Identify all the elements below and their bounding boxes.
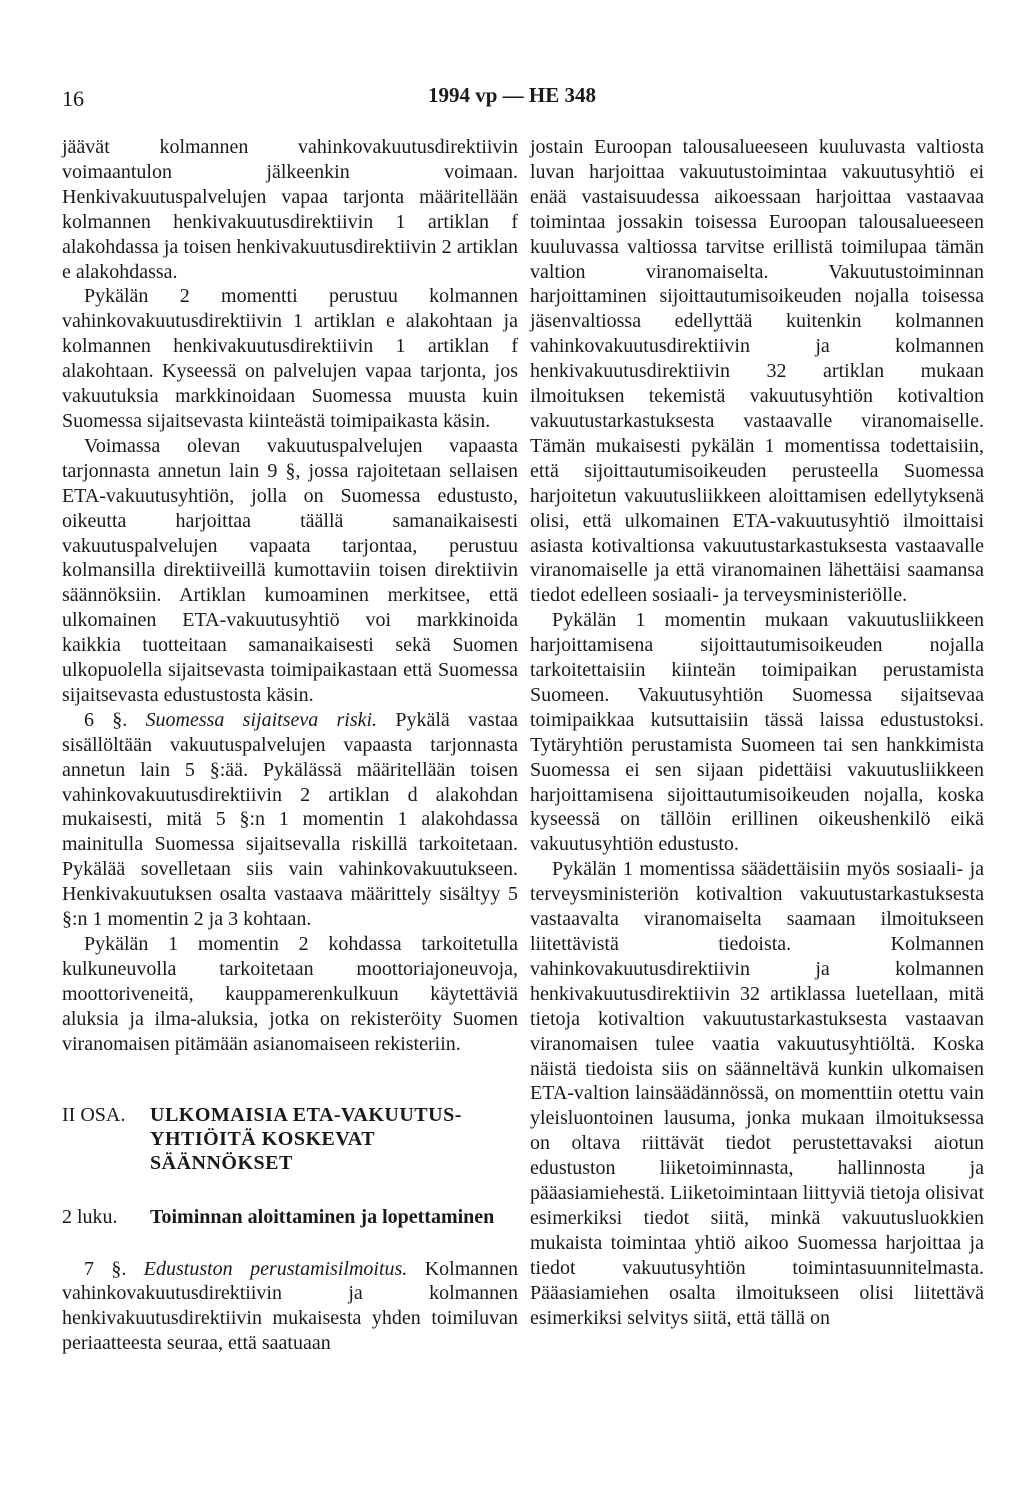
- paragraph: Pykälän 2 momentti perustuu kolmannen vahinkovakuutusdirektiivin 1 artiklan e alakohtaan ja kolmannen henkivakuutusdirektiivin 1 artiklan f alakohtaan. Kyseessä on palvelujen vapaa tarjonta, jos vakuutuksia markkinoidaan Suomessa muusta kuin Suomessa sijaitsevasta kiinteästä toimipaikasta käsin.: [62, 285, 518, 432]
- chapter-heading: [62, 1205, 518, 1229]
- part-title-line: ULKOMAISIA ETA-VAKUUTUS-: [150, 1103, 462, 1126]
- part-title: [150, 1103, 462, 1175]
- part-label: II OSA.: [62, 1103, 126, 1126]
- section-paragraph: [62, 1257, 518, 1357]
- paragraph: Pykälän 1 momentin mukaan vakuutusliikkeen harjoittamisena sijoittautumisoikeuden nojalla tarkoitettaisiin kiinteän toimipaikan perustamista Suomeen. Vakuutusyhtiön Suomessa sijaitsevaa toimipaikkaa kutsuttaisiin tässä laissa edustustoksi. Tytäryhtiön perustamista Suomeen tai sen hankkimista Suomessa ei sen sijaan pidettäisi vakuutusliikkeen harjoittamisena sijoittautumisoikeuden nojalla, koska kyseessä on tällöin erillinen oikeushenkilö eikä vakuutusyhtiön edustusto.: [530, 609, 984, 856]
- section-text: Kolmannen vahinkovakuutusdirektiivin ja kolmannen henkivakuutusdirektiivin mukaisesta yhden toimiluvan periaatteesta seuraa, että saatuaan: [62, 1257, 519, 1355]
- part-title-line: SÄÄNNÖKSET: [150, 1151, 293, 1174]
- right-column: [530, 135, 984, 1331]
- paragraph: Voimassa olevan vakuutuspalvelujen vapaasta tarjonnasta annetun lain 9 §, jossa rajoitetaan sellaisen ETA-vakuutusyhtiön, jolla on Suomessa edustusto, oikeutta harjoittaa täällä samanaikaisesti vakuutuspalvelujen vapaata tarjontaa, perustuu kolmansilla direktiiveillä kumottaviin toisen direktiivin säännöksiin. Artiklan kumoaminen merkitsee, että ulkomainen ETA-vakuutusyhtiö voi markkinoida kaikkia tuotteitaan samanaikaisesti sekä Suomen ulkopuolella sijaitsevasta toimipaikastaan että Suomessa sijaitsevasta edustustosta käsin.: [62, 434, 518, 706]
- part-title-line: YHTIÖITÄ KOSKEVAT: [150, 1127, 376, 1150]
- paragraph: jäävät kolmannen vahinkovakuutusdirektiivin voimaantulon jälkeenkin voimaan. Henkivakuutuspalvelujen vapaa tarjonta määritellään kolmannen henkivakuutusdirektiivin 1 artiklan f alakohdassa ja toisen henkivakuutusdirektiivin 2 artiklan e alakohdassa.: [62, 136, 518, 283]
- chapter-title: Toiminnan aloittaminen ja lopettaminen: [150, 1205, 495, 1228]
- page-number: 16: [62, 86, 84, 111]
- paragraph: Pykälän 1 momentissa säädettäisiin myös sosiaali- ja terveysministeriön kotivaltion vakuutustarkastuksesta vastaavalta viranomaiselta saamaan ilmoitukseen liitettävistä tiedoista. Kolmannen vahinkovakuutusdirektiivin ja kolmannen henkivakuutusdirektiivin 32 artiklassa luetellaan, mitä tietoja kotivaltion vakuutustarkastuksesta vastaavan viranomaisen tulee vaatia vakuutusyhtiöltä. Koska näistä tiedoista siis on säänneltävä kunkin ulkomaisen ETA-valtion lainsäädännössä, on momenttiin otettu vain yleisluontoinen lausuma, jonka mukaan ilmoituksessa on oltava riittävät tiedot perustettavaksi aiotun edustuston liiketoiminnasta, hallinnosta ja pääasiamiehestä. Liiketoimintaan liittyviä tietoja olisivat esimerkiksi tiedot siitä, minkä vakuutusluokkien mukaista toimintaa yhtiö aikoo Suomessa harjoittaa ja tiedot vakuutusyhtiön toimintasuunnitelmasta. Pääasiamiehen osalta ilmoitukseen olisi liitettävä esimerkiksi selvitys siitä, että tällä on: [530, 858, 984, 1329]
- paragraph: Pykälän 1 momentin 2 kohdassa tarkoitetulla kulkuneuvolla tarkoitetaan moottoriajoneuvoja, moottoriveneitä, kauppamerenkulkuun käytettäviä aluksia ja ilma-aluksia, jotka on rekisteröity Suomen viranomaisen pitämään asianomaiseen rekisteriin.: [62, 933, 518, 1055]
- left-column: [62, 135, 518, 1356]
- section-paragraph: [62, 708, 518, 932]
- section-label: 6 §.: [84, 708, 128, 731]
- section-label: 7 §.: [84, 1257, 127, 1280]
- document-header: 1994 vp — HE 348: [427, 83, 597, 107]
- section-text: Pykälä vastaa sisällöltään vakuutuspalvelujen vapaasta tarjonnasta annetun lain 5 §:ää. Pykälässä määritellään toisen vahinkovakuutusdirektiivin 2 artiklan d alakohdan mukaisesti, mitä 5 §:n 1 momentin 1 alakohdassa mainitulla Suomessa sijaitsevalla riskillä tarkoitetaan. Pykälää sovelletaan siis vain vahinkovakuutukseen. Henkivakuutuksen osalta vastaava määrittely sisältyy 5 §:n 1 momentin 2 ja 3 kohtaan.: [62, 708, 518, 931]
- part-heading: [62, 1103, 518, 1175]
- paragraph: jostain Euroopan talousalueeseen kuuluvasta valtiosta luvan harjoittaa vakuutustoimintaa vakuutusyhtiö ei enää vastaisuudessa aikoessaan harjoittaa vastaavaa toimintaa jossakin toisessa Euroopan talousalueeseen kuuluvassa valtiossa tarvitse erillistä toimilupaa tämän valtion viranomaiselta. Vakuutustoiminnan harjoittaminen sijoittautumisoikeuden nojalla toisessa jäsenvaltiossa edellyttää kuitenkin kolmannen vahinkovakuutusdirektiivin ja kolmannen henkivakuutusdirektiivin 32 artiklan mukaan ilmoituksen tekemistä vakuutusyhtiön kotivaltion vakuutustarkastuksesta vastaavalle viranomaiselle. Tämän mukaisesti pykälän 1 momentissa todettaisiin, että sijoittautumisoikeuden perusteella Suomessa harjoitetun vakuutusliikkeen aloittamisen edellytyksenä olisi, että ulkomainen ETA-vakuutusyhtiö ilmoittaisi asiasta kotivaltionsa vakuutustarkastuksesta vastaavalle viranomaiselle ja että viranomainen lähettäisi saamansa tiedot edelleen sosiaali- ja terveysministeriölle.: [530, 136, 984, 607]
- chapter-label: 2 luku.: [62, 1205, 118, 1228]
- section-title: Suomessa sijaitseva riski.: [145, 708, 378, 731]
- section-title: Edustuston perustamisilmoitus.: [143, 1257, 408, 1280]
